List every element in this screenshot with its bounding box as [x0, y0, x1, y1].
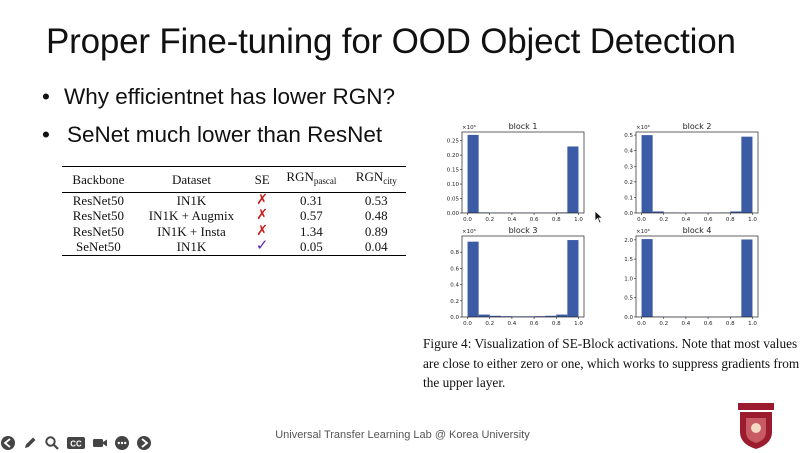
camera-icon[interactable] — [92, 435, 108, 451]
x-tick-label: 0.4 — [681, 321, 691, 327]
logo-emblem — [751, 423, 761, 433]
cell-rgn-city: 0.04 — [364, 239, 388, 254]
cross-icon: ✗ — [256, 208, 269, 223]
histogram-bar — [741, 239, 752, 317]
x-tick-label: 0.0 — [463, 217, 472, 223]
histogram-bar — [468, 135, 479, 213]
bullet-dot: • — [42, 122, 50, 147]
y-tick-label: 0.05 — [446, 196, 459, 203]
forward-arrow-icon[interactable] — [136, 435, 152, 451]
cell-rgn-pascal: 0.05 — [300, 239, 323, 254]
y-tick-label: 0.25 — [446, 138, 459, 145]
cell-dataset: IN1K — [176, 192, 207, 208]
x-tick-label: 0.2 — [659, 321, 669, 327]
cell-rgn-pascal: 0.31 — [300, 192, 323, 208]
x-tick-label: 0.0 — [637, 217, 646, 223]
table-row — [62, 208, 406, 224]
histogram-bar — [741, 137, 752, 213]
histogram-block-3 — [440, 224, 590, 329]
bullet-item — [42, 84, 395, 110]
cell-dataset: IN1K + Augmix — [148, 208, 235, 223]
x-tick-label: 0.6 — [529, 321, 539, 327]
table-row — [62, 239, 406, 255]
captions-icon[interactable] — [66, 435, 86, 451]
figure-caption: Figure 4: Visualization of SE-Block activations. Note that most values are close to either zero or one, which works to suppress gradients from the upper layer. — [423, 336, 800, 390]
x-tick-label: 0.4 — [507, 321, 517, 327]
y-tick-label: 0.10 — [446, 182, 459, 189]
x-tick-label: 0.8 — [551, 217, 561, 223]
bullet-text: SeNet much lower than ResNet — [67, 122, 383, 147]
x-tick-label: 0.4 — [507, 217, 517, 223]
chart-title: block 3 — [508, 226, 538, 235]
x-tick-label: 0.6 — [703, 321, 713, 327]
y-tick-label: 0.6 — [450, 266, 459, 273]
histogram-bar — [567, 146, 578, 213]
table-row — [62, 224, 406, 240]
histogram-bar — [556, 315, 567, 317]
y-tick-label: 1.5 — [624, 257, 633, 264]
y-tick-label: 0.3 — [624, 164, 633, 171]
histogram-bar — [642, 135, 653, 213]
x-tick-label: 1.0 — [748, 217, 757, 223]
cell-rgn-city: 0.48 — [364, 208, 388, 223]
table-row — [62, 192, 406, 208]
bullet-text: Why efficientnet has lower RGN? — [64, 84, 395, 109]
header-se: SE — [254, 171, 270, 187]
chart-scale-label: ×10⁶ — [636, 125, 650, 131]
y-tick-label: 1.0 — [624, 276, 633, 283]
cell-backbone: ResNet50 — [72, 223, 125, 239]
rgn-sub: city — [383, 176, 397, 186]
check-icon: ✓ — [255, 238, 269, 254]
rgn-table — [62, 166, 406, 256]
table-header-row — [62, 167, 406, 193]
chart-scale-label: ×10⁶ — [636, 229, 650, 235]
x-tick-label: 0.6 — [529, 217, 539, 223]
cross-icon: ✗ — [256, 223, 269, 239]
y-tick-label: 0.8 — [450, 250, 459, 257]
cell-rgn-city: 0.89 — [364, 223, 388, 239]
chart-frame — [636, 132, 758, 213]
cell-rgn-city: 0.53 — [364, 192, 388, 208]
slide-footer: Universal Transfer Learning Lab @ Korea University — [275, 429, 530, 441]
y-tick-label: 0.20 — [446, 153, 459, 160]
chart-scale-label: ×10⁶ — [462, 125, 476, 131]
y-tick-label: 0.4 — [450, 282, 459, 289]
histogram-block-1 — [440, 120, 590, 225]
y-tick-label: 0.2 — [450, 298, 459, 305]
zoom-icon[interactable] — [44, 435, 60, 451]
chart-frame — [636, 236, 758, 317]
rgn-sub: pascal — [313, 176, 337, 186]
rgn-base: RGN — [355, 169, 384, 184]
header-backbone: Backbone — [72, 171, 125, 187]
header-rgn-pascal — [276, 167, 346, 193]
cell-backbone: SeNet50 — [76, 239, 121, 254]
header-rgn-city — [347, 167, 406, 193]
y-tick-label: 0.2 — [624, 179, 633, 186]
x-tick-label: 0.4 — [681, 217, 691, 223]
chart-frame — [462, 132, 584, 213]
slide-title: Proper Fine-tuning for OOD Object Detection — [46, 22, 736, 61]
x-tick-label: 0.0 — [637, 321, 646, 327]
y-tick-label: 0.0 — [624, 315, 633, 321]
x-tick-label: 0.2 — [659, 217, 669, 223]
cell-dataset: IN1K — [176, 239, 207, 254]
histogram-bar — [479, 315, 490, 317]
x-tick-label: 0.8 — [551, 321, 561, 327]
chart-title: block 2 — [682, 122, 712, 131]
x-tick-label: 0.6 — [703, 217, 713, 223]
back-arrow-icon[interactable] — [0, 435, 16, 451]
x-tick-label: 1.0 — [748, 321, 757, 327]
y-tick-label: 0.0 — [450, 315, 459, 321]
cell-rgn-pascal: 1.34 — [300, 223, 323, 239]
cell-rgn-pascal: 0.57 — [300, 208, 323, 223]
header-dataset: Dataset — [171, 171, 211, 187]
y-tick-label: 0.4 — [624, 148, 633, 155]
chart-title: block 1 — [508, 122, 538, 131]
bullet-dot: • — [42, 84, 50, 109]
cell-backbone: ResNet50 — [72, 192, 125, 208]
korea-university-logo — [734, 402, 778, 450]
histogram-bar — [468, 242, 479, 317]
y-tick-label: 0.00 — [446, 211, 459, 217]
x-tick-label: 0.8 — [725, 321, 735, 327]
histogram-bar — [567, 240, 578, 317]
rgn-base: RGN — [286, 169, 314, 184]
x-tick-label: 0.2 — [485, 217, 495, 223]
presentation-controls — [0, 434, 152, 452]
chart-title: block 4 — [682, 226, 712, 235]
logo-banner — [738, 403, 774, 410]
mouse-cursor-icon — [594, 210, 604, 224]
chart-scale-label: ×10⁶ — [462, 229, 476, 235]
y-tick-label: 0.15 — [446, 167, 459, 174]
cross-icon: ✗ — [256, 192, 269, 208]
cell-backbone: ResNet50 — [72, 208, 125, 223]
x-tick-label: 0.8 — [725, 217, 735, 223]
x-tick-label: 0.0 — [463, 321, 472, 327]
chart-frame — [462, 236, 584, 317]
x-tick-label: 1.0 — [574, 321, 583, 327]
cell-dataset: IN1K + Insta — [157, 223, 226, 239]
y-tick-label: 2.0 — [624, 237, 633, 244]
pen-icon[interactable] — [22, 435, 38, 451]
x-tick-label: 1.0 — [574, 217, 583, 223]
y-tick-label: 0.5 — [624, 133, 633, 140]
histogram-bar — [642, 239, 653, 317]
y-tick-label: 0.0 — [624, 211, 633, 217]
bullet-item — [42, 122, 382, 148]
histogram-block-2 — [614, 120, 764, 225]
y-tick-label: 0.1 — [624, 195, 633, 202]
more-icon[interactable] — [114, 435, 130, 451]
x-tick-label: 0.2 — [485, 321, 495, 327]
captions-label: CC — [70, 439, 82, 449]
histogram-block-4 — [614, 224, 764, 329]
y-tick-label: 0.5 — [624, 295, 633, 302]
